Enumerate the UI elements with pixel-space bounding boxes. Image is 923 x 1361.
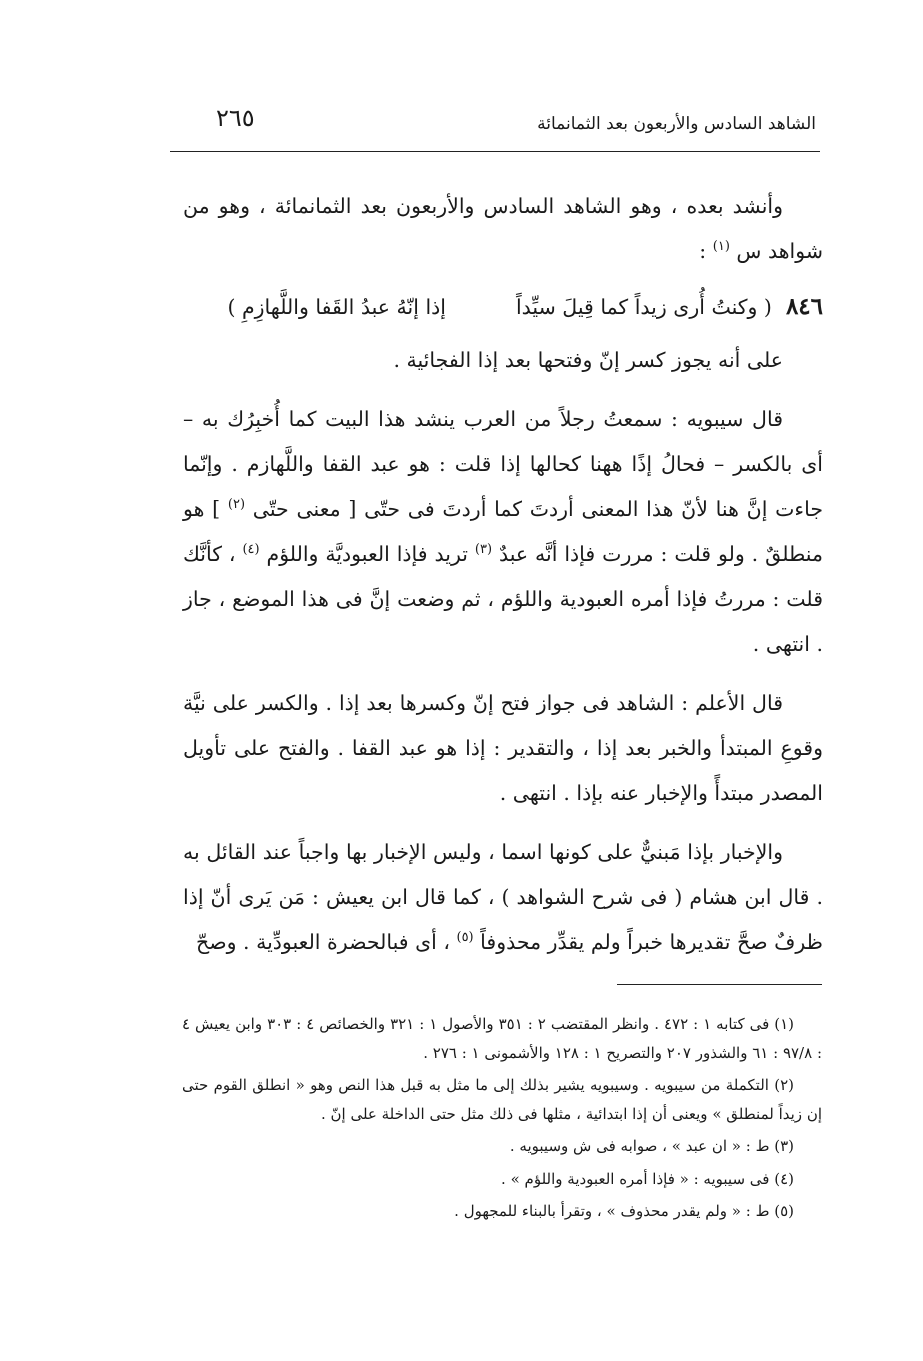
footnote-4: (٤) فى سيبويه : « فإذا أمره العبودية واللؤم » .	[501, 1169, 794, 1188]
paragraph-1: على أنه يجوز كسر إنّ وفتحها بعد إذا الفجائية .	[393, 348, 783, 372]
footnote-5: (٥) ط : « ولم يقدر محذوف » ، وتقرأ بالبناء للمجهول .	[454, 1202, 794, 1220]
paragraph-3: قال الأعلم : الشاهد فى جواز فتح إنّ وكسرها بعد إذا . والكسر على نيَّة وقوعِ المبتدأ والخبر بعد إذا ، والتقدير : إذا هو عبد القفا . والفتح على تأويل المصدر مبتدأً والإخبار عنه بإذا . انتهى .	[183, 691, 823, 805]
footnote-2: (٢) التكملة من سيبويه . وسيبويه يشير بذلك إلى ما مثل به قبل هذا النص وهو « انطلق القوم حتى إن زيداً لمنطلق » ويعنى أن إذا ابتدائية ، مثلها فى ذلك مثل حتى الداخلة على إنّ .	[182, 1076, 822, 1123]
footnote-ref-1: (١)	[712, 239, 730, 255]
running-head	[216, 104, 816, 144]
paragraph-4	[183, 830, 823, 965]
p2-text-a: قال سيبويه : سمعتُ رجلاً من العرب ينشد هذا البيت كما أُخبِرُك به – أى بالكسر – فحالُ إذًا ههنا كحالها إذا قلت : هو عبد القفا واللَّهازم . وإنّما جاءت إنَّ هنا لأنّ هذا المعنى أردتَ كما أردتَ فى حتّى [ معنى حتّى	[183, 407, 823, 521]
running-title: الشاهد السادس والأربعون بعد الثمانمائة	[537, 114, 816, 134]
footnote-ref-4: (٤)	[242, 542, 260, 558]
verse-line	[183, 284, 823, 330]
main-text	[183, 184, 823, 965]
footnote-1: (١) فى كتابه ١ : ٤٧٢ . وانظر المقتضب ٢ : ٣٥١ والأصول ١ : ٣٢١ والخصائص ٤ : ٣٠٣ وابن يعيش ٤ : ٩٧/٨ : ٦١ والشذور ٢٠٧ والتصريح ١ : ١٢٨ والأشمونى ١ : ٢٧٦ .	[182, 1015, 822, 1062]
paragraph-2	[183, 397, 823, 667]
footnote-rule	[617, 984, 822, 985]
footnote-ref-2: (٢)	[227, 497, 246, 513]
p2-text-d: ، كأنَّك قلت : مررتُ فإذا أمره العبودية واللؤم ، ثم وضعت إنَّ فى هذا الموضع ، جاز . انتهى .	[183, 542, 823, 656]
footnote-ref-5: (٥)	[456, 930, 474, 946]
p2-text-b: ] هو منطلقٌ . ولو قلت : مررت فإذا أنَّه عبدٌ	[183, 497, 823, 566]
footnote-ref-3: (٣)	[474, 542, 493, 558]
verse-hemistich-1: ( وكنتُ أُرى زيداً كما قِيلَ سيِّداً	[515, 295, 772, 319]
header-rule	[170, 151, 820, 152]
page-number: ٢٦٥	[216, 104, 255, 132]
footnotes	[182, 1010, 822, 1226]
p4-text-b: ، أى فبالحضرة العبودِّية . وصحّ	[195, 930, 450, 954]
intro-text: وأنشد بعده ، وهو الشاهد السادس والأربعون بعد الثمانمائة ، وهو من شواهد س	[183, 194, 823, 263]
intro-colon: :	[699, 239, 707, 263]
verse-hemistich-2: إذا إنّهُ عبدُ القَفا واللَّهازِمِ )	[227, 295, 446, 319]
p4-text-a: والإخبار بإذا مَبنيٌّ على كونها اسما ، وليس الإخبار بها واجباً عند القائل به . قال ابن هشام ( فى شرح الشواهد ) ، كما قال ابن يعيش : مَن يَرى أنّ إذا ظرفٌ صحَّ تقديرها خبراً ولم يقدِّر محذوفاً	[183, 840, 823, 954]
footnote-3: (٣) ط : « ان عبد » ، صوابه فى ش وسيبويه .	[509, 1137, 794, 1155]
verse-number: ٨٤٦	[785, 293, 823, 320]
p2-text-c: تريد فإذا العبوديَّة واللؤم	[266, 542, 468, 566]
intro-paragraph	[183, 184, 823, 274]
